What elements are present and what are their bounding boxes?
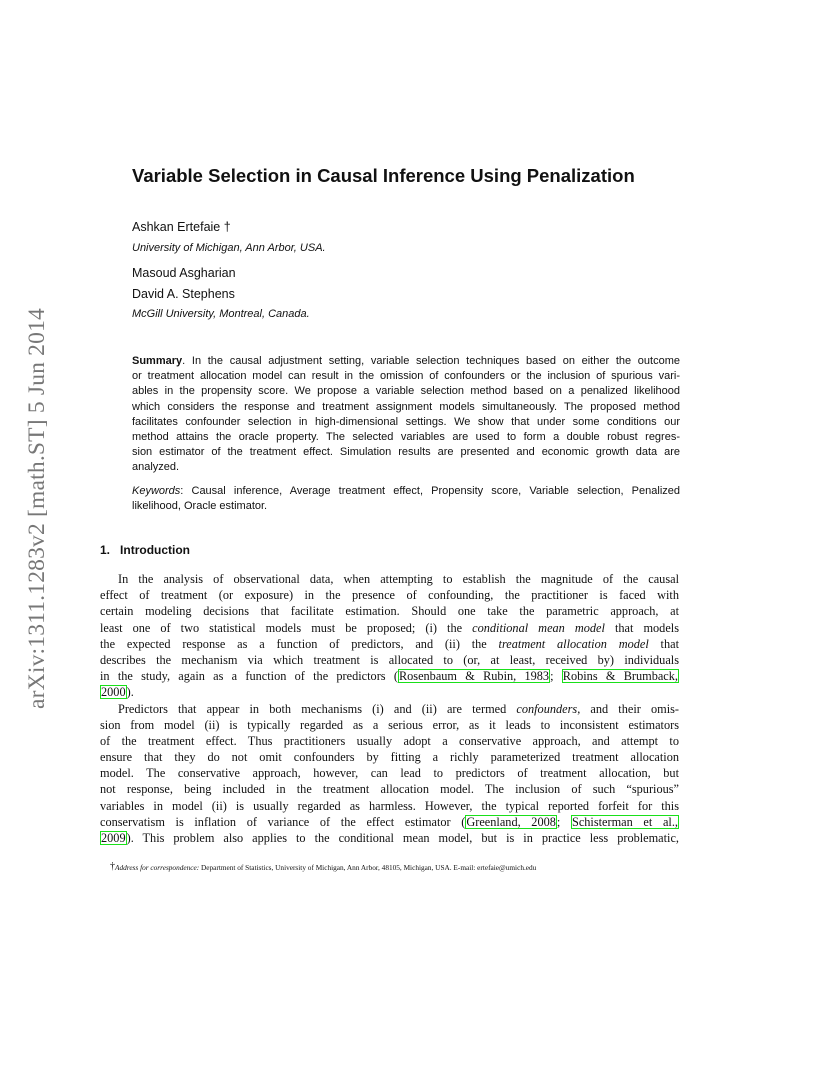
author-name: Ashkan Ertefaie †: [132, 220, 231, 234]
section-heading: 1. Introduction: [100, 543, 191, 557]
citation-link[interactable]: Schisterman et al.,: [571, 814, 678, 829]
body-text: In the analysis of observational data, when attempting to establish the magnitude of the causal effect of treatment (or exposure) in the presence of confounding, the practitioner is faced with certain modeling decisions that facilitate estimation. Should one take the parametric approach, at least one of two statistical models must be proposed; (i) the conditional mean model that models the expected response as a function of predictors, and (ii) the treatment allocation model that describes the mechanism via which treatment is allocated to (or, at least, received by) individuals in the study, again as a function of the predictors (Rosenbaum & Rubin, 1983; Robins & Brumback, 2000). Predictors that appear in both mechanisms (i) and (ii) are termed confounders, and their omis- sion from model (ii) is typically regarded as a serious error, as it leads to inconsistent estimators of the treatment effect. Thus practitioners usually adopt a conservative approach, and attempt to ensure that they do not omit confounders by fitting a richly parameterized treatment allocation model. The conservative approach, however, can lead to predictors of treatment allocation, but not response, being included in the treatment allocation model. The inclusion of such “spurious” variables in model (ii) is usually regarded as harmless. However, the typical reported forfeit for this conservatism is inflation of variance of the effect estimator (Greenland, 2008; Schisterman et al., 2009). This problem also applies to the conditional mean model, but is in practice less problematic,: [100, 572, 679, 845]
keywords: Keywords: Causal inference, Average treatment effect, Propensity score, Variable selection, Penalized: [132, 485, 680, 497]
footnote: †Address for correspondence: Department of Statistics, University of Michigan, Ann Arbor, 48105, Michigan, USA. E-mail: ertefaie@umich.edu: [110, 861, 537, 872]
footnote-label: Address for correspondence:: [115, 863, 200, 872]
abstract: Summary. In the causal adjustment setting, variable selection techniques based on either the outcome or treatment allocation model can result in the omission of confounders or the inclusion of spurious vari- ables in the propensity score. We propose a variable selection method based on a penalized likelihood which considers the response and treatment assignment models simultaneously. The proposed method facilitates confounder selection in high-dimensional settings. We show that under some conditions our method attains the oracle property. The selected variables are used to form a double robust regres- sion estimator of the treatment effect. Simulation results are presented and economic growth data are analyzed. Keywords: Causal inference, Average treatment effect, Propensity score, Variable selection, Penalized likelihood, Oracle estimator.: [132, 355, 680, 513]
citation-link[interactable]: 2009: [101, 831, 126, 845]
citation-link[interactable]: Robins & Brumback,: [562, 669, 678, 684]
citation-link[interactable]: Rosenbaum & Rubin, 1983: [398, 669, 550, 684]
author-affiliation: McGill University, Montreal, Canada.: [132, 308, 310, 320]
arxiv-identifier: arXiv:1311.1283v2 [math.ST] 5 Jun 2014: [23, 307, 50, 709]
keywords-label: Keywords: [132, 485, 181, 497]
paper-title: Variable Selection in Causal Inference Using Penalization: [132, 165, 635, 186]
abstract-label: Summary: [132, 355, 183, 367]
author-name: Masoud Asgharian: [132, 266, 236, 280]
author-name: David A. Stephens: [132, 287, 235, 301]
author-affiliation: University of Michigan, Ann Arbor, USA.: [132, 242, 326, 254]
citation-link[interactable]: Greenland, 2008: [466, 814, 556, 829]
citation-link[interactable]: 2000: [101, 685, 126, 700]
